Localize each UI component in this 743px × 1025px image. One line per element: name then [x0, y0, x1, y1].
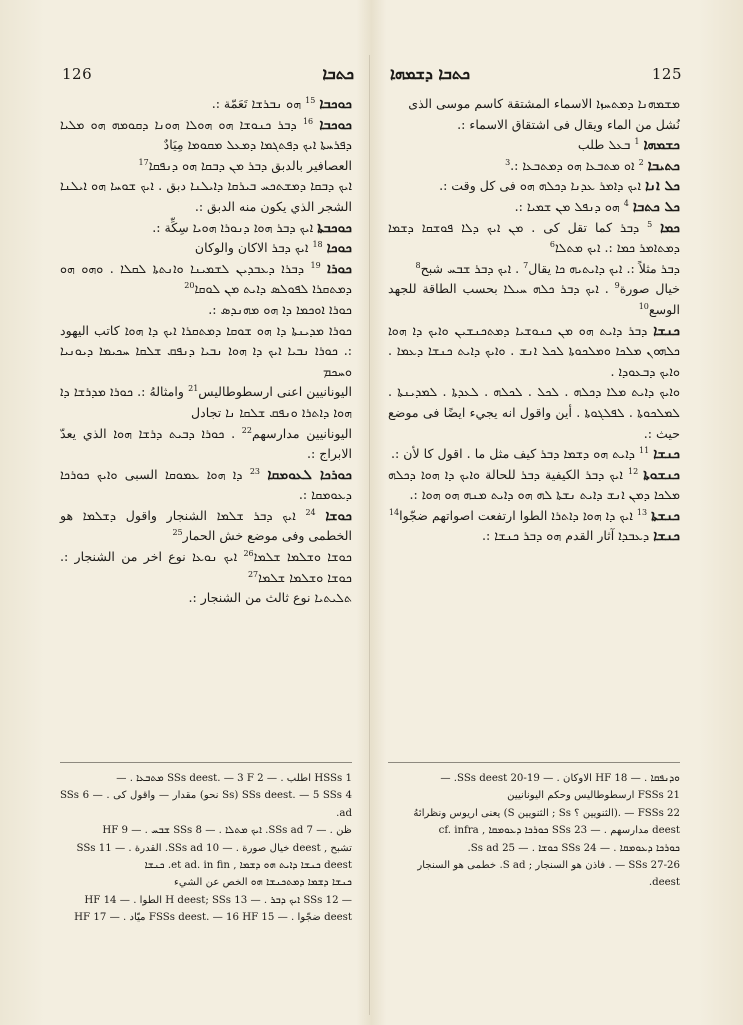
entry-text: ܕܐܝܬ ܗܘ ܕܫܡܐ [563, 446, 636, 462]
entry-text: ܟܘܪܐ ܡܕܝܢܬܐ ܕܐ ܗܘ ܫܘܩܐ ܕܡܬܩܪܐ ܐܝܟ ܕܐ ܗܘܐ كاتب اليهود :. ܟܘܪܐ ܢܒܝܐ ܐܝܟ ܕܐ ܗܘܐ ܢܒܝܐ ܕܢܦܩ ܫܠܩܐ ܚܟܝܡܐ ܕܝܘܢܝܐ ܘܚܟܡ [60, 322, 352, 379]
entry [388, 465, 680, 506]
footnote-line: 4 SSs deest. — 5 SSs (Ss نحو) مقدار — واقول كى . — 6 SSs ad. [60, 790, 352, 819]
entry [388, 506, 680, 527]
entry-text: الكيفية ܕܒܪ للحالة ܘܐܝܟ ܕܐ ܗܘܐ ܕܟܠܗ ܡܠܟܐ ܕܡܢ ܐܢܫ ܕܐܝܬ ܢܫܬܐ ܠܗ ܗܘ ܕܐܝܬ ܡܢܗ ܗܘ ܗܘܐ :. [388, 466, 680, 503]
entry [388, 444, 680, 465]
entry-text: ܗܘ ܕܢܦܠ ܡܢ ܫܡܝܐ :. [514, 198, 620, 214]
footnote-marker: 6 [549, 239, 555, 249]
footnote-marker: 23 [249, 466, 261, 476]
footnote-line: SSs 27-26 — . فاذن هو السنجار ; S ad. خطمى هو السنجار [417, 860, 680, 872]
entry-text: ܕܒܪ كيف مثل ما . اقول كا لأن :. [390, 446, 560, 462]
left-page-header [62, 62, 354, 86]
entry-text: ܐܝܟ ܕܒܪ الاكان والوكان [194, 240, 309, 256]
entry [60, 218, 352, 239]
headword: ܟܠ ܐܢܐ [645, 178, 680, 195]
entry [388, 176, 680, 197]
headword: ܟܘܟܒܐ [319, 116, 352, 133]
entry-text: ܘܐܝܟ ܕܐܝܬ ܡܠܐ ܕܟܠܗ . ܠܟܠ . ܠܟܠܗ . ܠܥܕܬܐ . ܠܡܕܝܢܬܐ . ܠܡܠܟܘܬܐ . ܠܦܠܓܘܬܐ . أين واقول انه يجيء ايضًا فى موضع حيث :. [388, 384, 680, 441]
footnote-marker: 26 [243, 548, 254, 558]
entry-text: . ܐܝܟ ܕܒܪ ܫܒܚ شبح [420, 260, 520, 276]
entry-text: ܐܝܟ ܕܒܪ [585, 466, 623, 482]
entry [60, 321, 352, 383]
entry-text: ܗܘ ܢܒܪܫܐ تَعَمّة :. [211, 96, 302, 111]
footnote-marker: 19 [310, 260, 321, 270]
headword: ܟܬܝܒܐ [647, 157, 680, 174]
footnote-marker: 15 [305, 95, 316, 105]
headword: ܟܘܪܟܐ ܠܥܘܡܩܐ [267, 466, 352, 483]
entry [388, 279, 680, 320]
left-footnotes [60, 770, 352, 927]
entry [388, 218, 680, 259]
right-page-header [390, 62, 682, 86]
entry [60, 156, 352, 177]
entry [60, 424, 352, 465]
entry-text: ܕܒܪ مثلاً :. ܐܝܟ ܕܐܝܬܝܗ ܟܐ يقال [528, 260, 680, 276]
entry-text: اليونانيين اعنى ارسطوطاليس [198, 384, 352, 400]
right-page-number: 125 [651, 65, 682, 83]
right-running-title: ܟܬܒܐ ܕܫܡܗܐ [390, 64, 471, 83]
headword: ܟܠ ܟܬܒܐ [632, 198, 680, 215]
headword: ܟܢܫܐ [653, 322, 680, 339]
entry-text: ارتفعت اصواتهم ضجّوا [399, 507, 516, 523]
headword: ܟܘܫܐ [325, 507, 352, 524]
footnote-marker: 1 [634, 137, 640, 146]
footnote-marker: 18 [312, 239, 323, 249]
footnote-line: deest ضجّوا . — 15 FSSs deest. — 16 HF ميّاد . — 17 HF [74, 912, 352, 924]
headword: ܟܢܫܐ [653, 446, 680, 463]
entry [60, 588, 352, 609]
entry-text: ܐܘ ܡܬܒܥܐ [585, 157, 635, 173]
footnote-line: ܘܕܢܦܩܐ . — 18 HF الاوكان . — 19-20 SSs deest. — [440, 773, 680, 784]
footnote-line: ظن . — 7 SSs ad. ܐܝܟ ܡܬܠܐ . — 8 SSs ܫܒܚ . — 9 HF [102, 825, 352, 837]
entry [388, 115, 680, 136]
footnote-marker: 5 [647, 219, 653, 229]
entry-text: ܕܐ ܗܘܐ ܥܡܘܩܐ السبى ܘܐܝܟ ܟܘܪܟܐ ܕܥܘܡܩܐ :. [60, 466, 352, 503]
entry-text: اليونانيين مدارسهم [251, 425, 352, 441]
footnote-marker: 13 [636, 507, 648, 517]
entry [60, 94, 352, 115]
left-footnote-rule [60, 762, 352, 763]
footnote-marker: 7 [523, 260, 529, 270]
entry-text: خيال صورة [619, 281, 680, 297]
headword: ܟܘܟܐ [326, 240, 352, 257]
footnote-marker: 3 [505, 157, 511, 167]
footnote-marker: 22 [241, 425, 252, 435]
entry [388, 321, 680, 383]
entry [60, 300, 352, 321]
footnote-marker: 20 [184, 281, 195, 291]
entry-text: ܟܘܪܐ ܐܘܟܡܐ ܕܐ ܗܘ ܡܗܢܕܣ :. [208, 301, 352, 317]
headword: ܟܫܡܗܐ [643, 137, 680, 154]
entry [388, 526, 680, 547]
footnote-line: — 12 SSs ܐܝܟ ܕܒܪ . — 13 H deest; SSs الطوا . — 14 HF [84, 894, 352, 906]
footnote-marker: 10 [638, 301, 649, 311]
footnote-marker: 9 [614, 281, 620, 291]
entry-text: ܕܒܪ ܕܐܝܬ ܗܘ ܡܢ ܟܢܘܫܝܐ ܕܡܬܟܢܫܝܢ ܘܐܝܟ ܕܐ ܗܘܐ ܟܠܗܘܢ ܡܠܟܐ ܘܡܠܟܘܬܐ ܠܟܠ ܐܢܫ . ܘܐܝܟ ܕܐܝܬ ܟܢܫܐ ܕܥܡܐ . ܘܐܝܟ ܕܒܥܘܕܐ . [388, 322, 680, 379]
entry [388, 382, 680, 444]
entry-text: نُشل من الماء ويقال فى اشتقاق الاسماء :. [457, 116, 680, 132]
entry [388, 94, 680, 115]
headword: ܟܢܫܘܬܐ [643, 466, 680, 483]
footnote-marker: 11 [639, 445, 650, 455]
headword: ܟܘܟܒܐ [319, 96, 352, 112]
entry-text: ܐܝܟ ܕܐܡܪ ܥܕܢܐ ܕܟܠܗ ܗܘ فى كل وقت :. [439, 178, 642, 194]
headword: ܟܢܫܐ [653, 528, 680, 545]
footnote-line: 21 FSSs ارسطوطاليس وحكم اليونانيين [507, 790, 680, 802]
entry [60, 506, 352, 547]
entry-text: ܟܘܫܐ ܘܫܠܡܐ ܫܠܡܐ [253, 549, 352, 565]
footnote-marker: 21 [188, 384, 199, 394]
entry-text: ܐܝܟ ܕܒܩܐ ܕܡܫܬܟܚ ܒܝܪܩܐ ܕܐܝܠܢܐ دبق . ܐܝܟ ܫܘܚܐ ܗܘ ܐܝܠܢܐ الشجر الذي يكون منه الدبق :. [60, 178, 352, 214]
page-gutter [369, 55, 370, 1015]
footnote-marker: 27 [247, 569, 259, 579]
left-page-number: 126 [62, 65, 93, 83]
entry [60, 238, 352, 259]
entry [60, 547, 352, 588]
entry-text: ܕܒܪ كما تقل كى [543, 219, 640, 235]
entry-text: . ܡܢ ܐܝܟ ܕܠܐ ܦܘܫܩܐ ܕܫܡܐ ܕܡܬܐܡܪ ܟܡܐ :. ܐܝܟ ܡܬܠܐ [388, 219, 680, 256]
entry-text: ܗܘ ܕܡܬܒܥܐ :. [510, 157, 582, 173]
entry [388, 197, 680, 218]
entry-text: العصافير بالدبق ܕܒܪ ܡܢ ܕܒܩܐ ܗܘ ܕܢܦܩܐ [148, 157, 352, 173]
footnote-line: 1 HSSs اطلب . — 2 SSs deest. — 3 F ܡܬܒܥܐ . — [116, 773, 352, 784]
entry-text: ܐܝܟ ܕܒܪ ܗܘܐ ܕܢܘܪܐ ܗܘܝܐ سِكِّة :. [152, 219, 314, 235]
entry-text: ܐܝܟ ܕܒܪ ܫܠܡܐ الشنجار واقول ܕܫܠܡܐ هو الخطمى وفى موضع خش الحمار [60, 507, 352, 544]
entry-text: وامثالهُ :. ܟܘܪܐ ܡܕܪܫܐ ܕܐ ܗܘܐ ܕܐܬܪܐ ܘܢܦܩ ܫܠܩܐ ܢܐ تجادل [60, 384, 352, 420]
headword: ܟܘܪܐ [327, 260, 352, 277]
footnote-marker: 24 [305, 507, 316, 517]
footnote-marker: 17 [138, 157, 149, 167]
footnote-marker: 4 [623, 198, 629, 208]
entry-text: . ܐܝܟ ܕܒܪ ܟܠܗ ܚܝܠܐ بحسب الطاقة للجهد الوسع [388, 281, 680, 317]
headword: ܟܘܟܒܬܐ [317, 219, 352, 236]
footnote-marker: 14 [388, 507, 400, 517]
entry-text: ܡܫܡܗܢܐ ܕܡܬܚܙܐ الاسماء المشتقة كاسم موسى الذى [408, 96, 680, 111]
right-column-text [388, 94, 680, 547]
footnote-line: deest مدارسهم . — 23 SSs ܟܘܪܟܐ ܕܥܘܡܩܐ , cf. infra [438, 825, 680, 837]
entry [60, 176, 352, 217]
footnote-marker: 8 [415, 260, 421, 270]
entry-text: . ܟܘܪܐ ܕܒܝܬ ܕܪܫܐ ܗܘܐ الذي يعدّ الابراج :. [60, 425, 352, 462]
right-footnote-rule [388, 762, 680, 763]
right-footnotes [388, 770, 680, 892]
left-running-title: ܟܬܒܐ [322, 64, 354, 83]
footnote-line: ܟܢܫܐ ܕܫܡܐ ܕܡܬܟܢܫܐ ܗܘ الخص عن الشيء [174, 877, 352, 889]
entry [60, 382, 352, 423]
entry [60, 259, 352, 300]
entry [60, 465, 352, 506]
footnote-line: تشبح , deest خيال صورة . — 10 SSs ad. القدرة . — 11 SSs [76, 842, 352, 854]
entry [388, 259, 680, 280]
headword: ܟܢܫܬܐ [651, 507, 680, 524]
entry-text: ܕܒܪܐ ܕܥܒܕܝܢ ܠܫܡܝܢܐ ܘܐܢܬܬܐ ܠܩܠܐ . ܘܗܘ ܗܘ ܕܡܬܩܪܐ ܠܦܘܠܣ ܕܐܝܬ ܡܢ ܠܘܩܐ [60, 260, 352, 297]
entry [60, 115, 352, 156]
entry-text: ܐܝܟ ܕܐ ܗܘܐ ܕܐܬܪܐ الطوا [519, 507, 633, 523]
footnote-line: deest ܟܢܫܐ ܕܐܝܬ ܗܘ ܕܫܡܐ , et ad. in fin. ܟܢܫܐ [144, 860, 352, 872]
footnote-line: deest. [648, 877, 680, 889]
footnote-marker: 25 [172, 528, 183, 538]
left-column-text [60, 94, 352, 609]
footnote-marker: 2 [638, 157, 644, 167]
entry-text: ܐܝܟ ܢܘܥܐ نوع اخر من الشنجار :. ܟܘܫܐ ܘܫܠܡܐ ܫܠܡܐ [60, 549, 352, 585]
footnote-marker: 12 [627, 466, 639, 476]
footnote-line: ܟܘܪܟܐ ܕܥܘܡܩܐ . — 24 SSs ܟܘܫܐ . — 25 Ss ad. [467, 842, 680, 854]
footnote-marker: 16 [302, 116, 314, 126]
entry [388, 156, 680, 177]
headword: ܟܡܐ [660, 219, 681, 236]
entry-text: ܬܠܝܬܝܐ نوع ثالث من الشنجار :. [188, 590, 352, 606]
entry [388, 135, 680, 156]
footnote-line: FSSs 22 — .(الثنويين ؟ Ss ; الثنويين S) يعنى اريوس ونظرائهُ [413, 807, 680, 819]
entry-text: ܕܒܪ ܟܢܘܫܐ ܗܘ ܗܘܠܐ ܗܘܢܐ ܕܩܘܡܗ ܗܘ ܡܠܝܐ ܕܦܪܚܬܐ ܐܝܟ ܕܦܬܓܡܐ ܕܡܥܠ ܡܩܘܡܐ مِيَادٌ [60, 116, 352, 153]
entry-text: ܕܥܒܕܐ آثار القدم ܗܘ ܕܒܪ ܟܢܫܐ :. [482, 528, 650, 544]
entry-text: ܒܥܠ طلب [577, 137, 631, 153]
